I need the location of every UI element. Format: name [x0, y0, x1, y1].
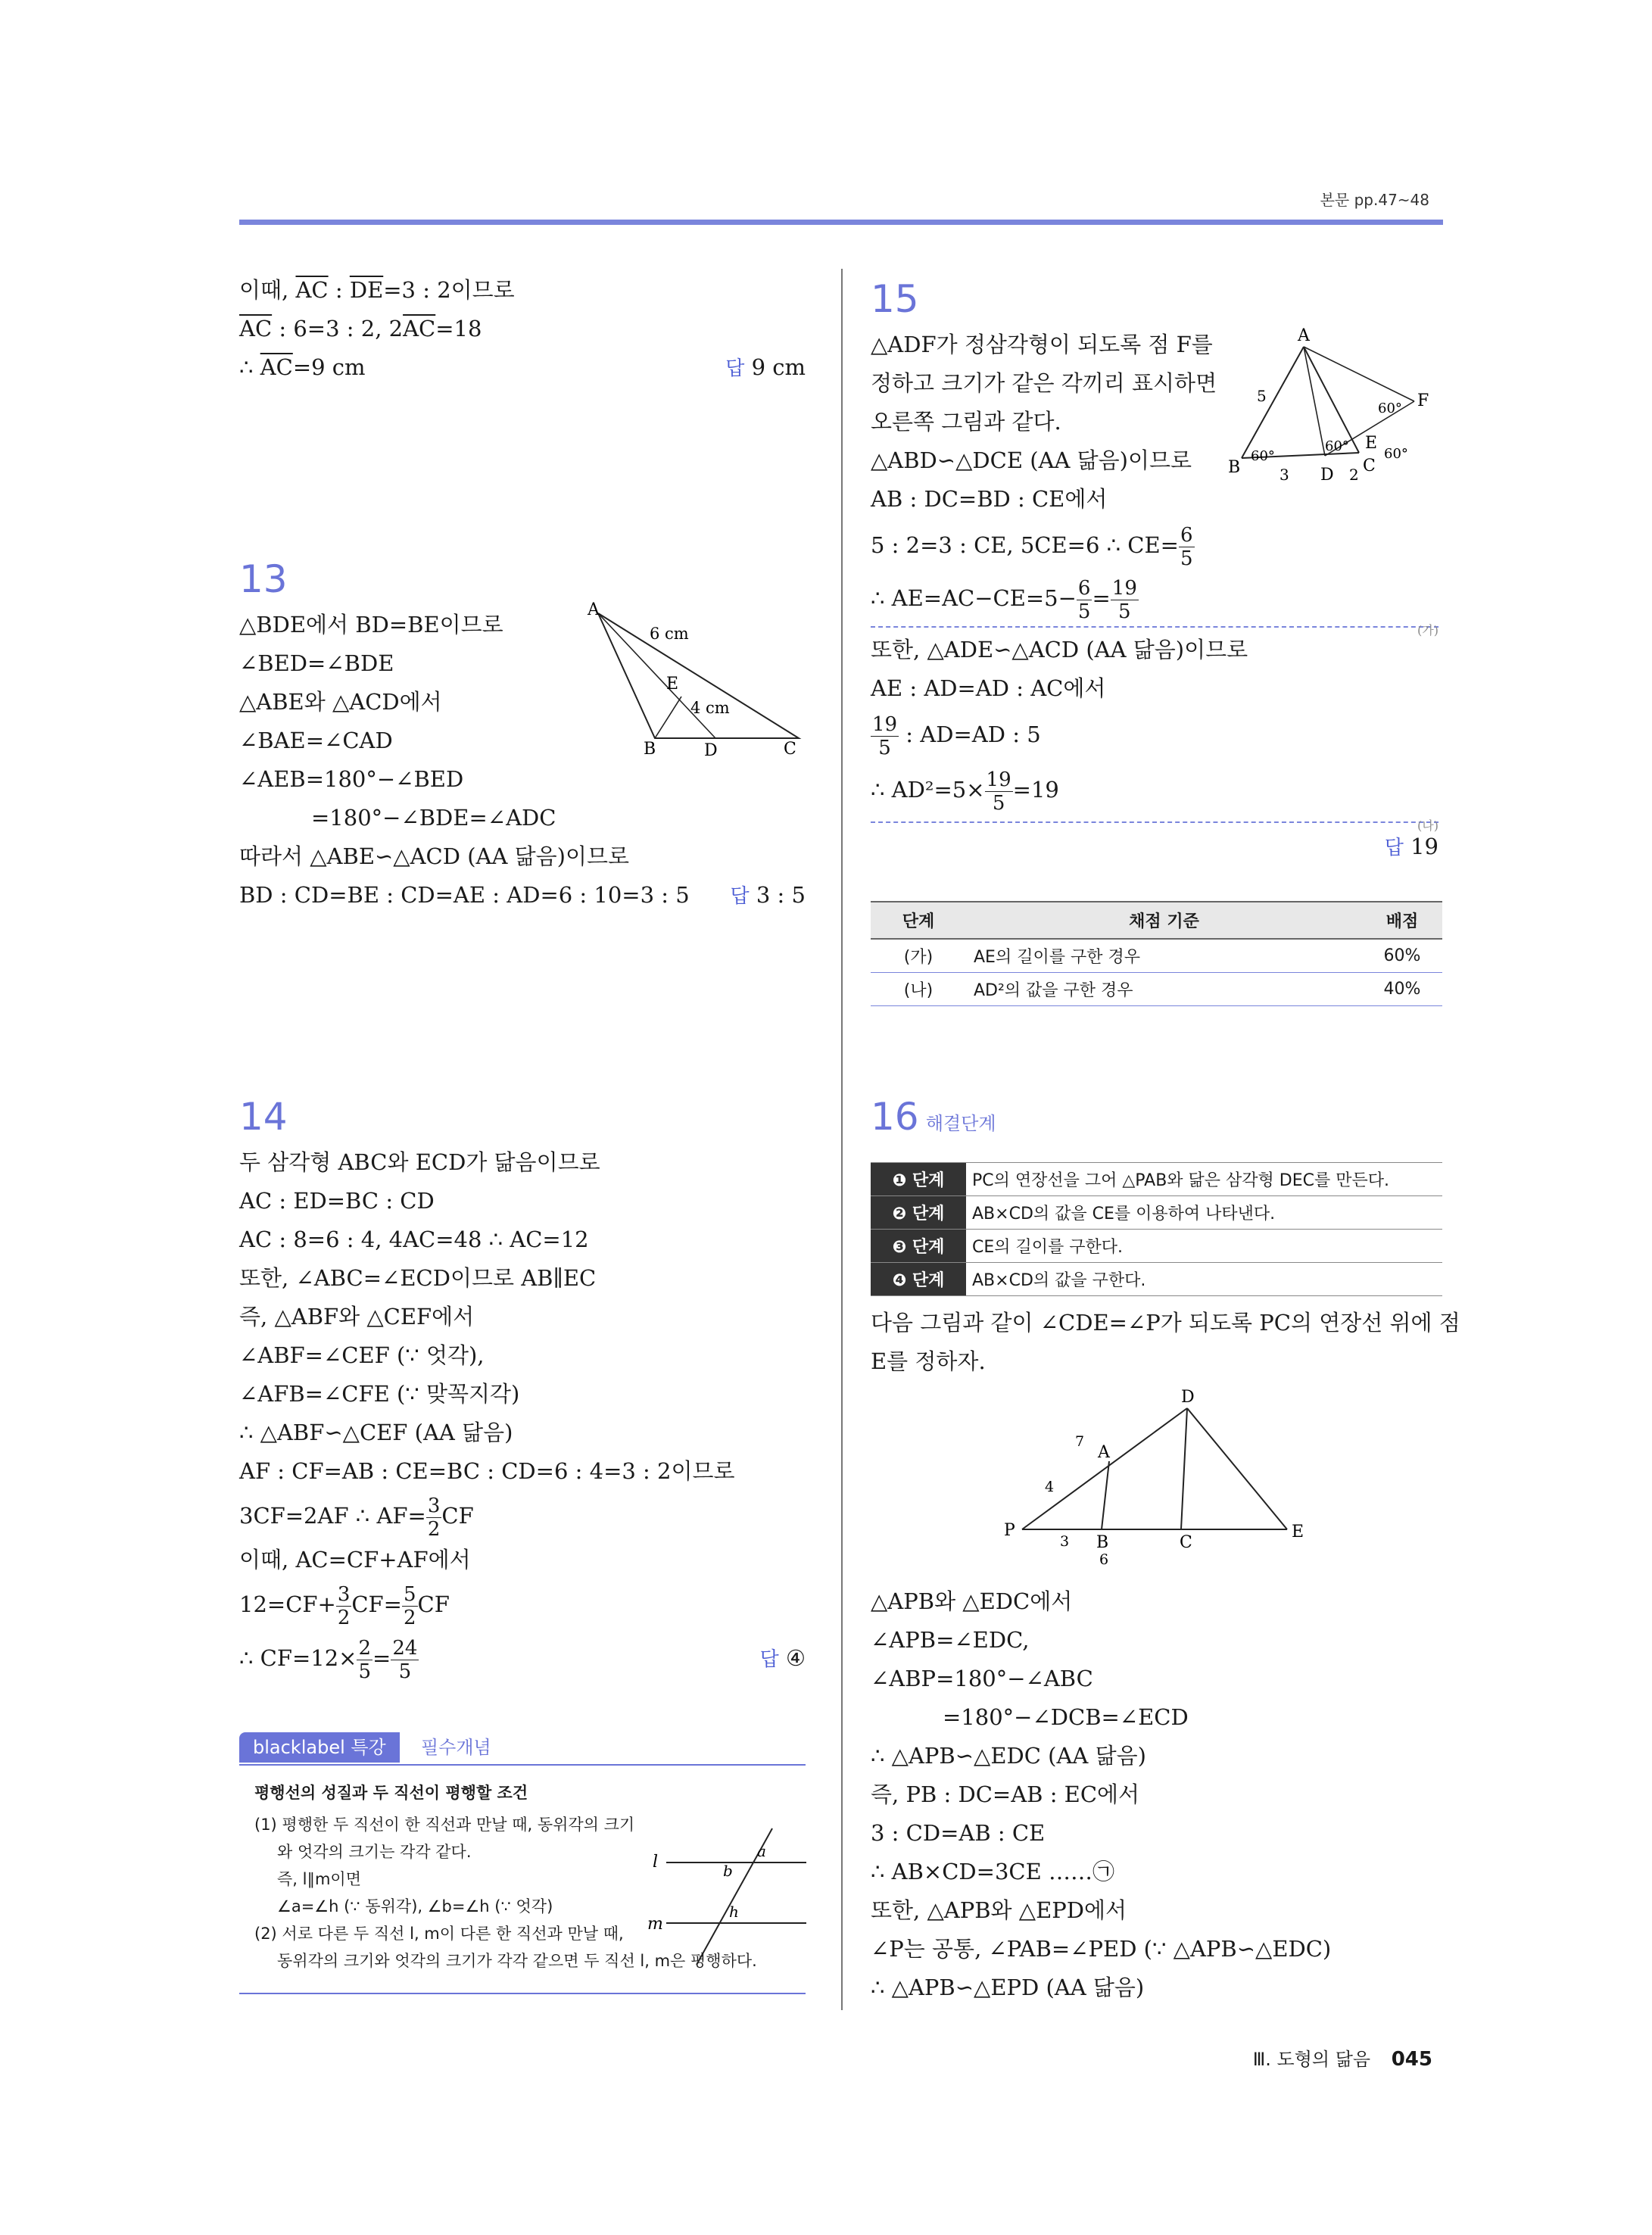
solution-line: =180°−∠DCB=∠ECD	[943, 1704, 1189, 1730]
angle-label: 60°	[1251, 448, 1275, 464]
solution-line: ∠AFB=∠CFE (∵ 맞꼭지각)	[239, 1381, 520, 1407]
step-label: ❷ 단계	[871, 1196, 966, 1230]
text: : 6=3 : 2, 2	[272, 316, 404, 341]
step-divider	[871, 818, 1438, 833]
point-label: F	[1417, 391, 1429, 410]
text: =9 cm	[292, 354, 366, 380]
answer-13	[731, 876, 806, 916]
answer-label: 답	[730, 885, 750, 908]
answer-14	[760, 1629, 806, 1688]
step-text: AB×CD의 값을 구한다.	[966, 1263, 1442, 1296]
blacklabel-subtitle: 필수개념	[421, 1737, 491, 1758]
solution-line: ∠BED=∠BDE	[239, 650, 394, 676]
text: ∴	[239, 354, 260, 380]
problem-16-intro	[871, 1304, 1460, 1381]
angle-label: 60°	[1325, 438, 1349, 454]
table-row	[871, 1163, 1442, 1196]
angle-label: 60°	[1378, 401, 1402, 416]
denominator: 5	[1118, 600, 1131, 623]
solution-line: 3 : CD=AB : CE	[871, 1820, 1046, 1846]
text: =18	[435, 316, 482, 341]
text: $\overline{AC}$	[295, 277, 329, 303]
text: 3CF=2AF ∴ AF=	[239, 1503, 426, 1529]
length-label: 6 cm	[650, 625, 689, 643]
line-label: l	[653, 1853, 659, 1872]
angle-label: 60°	[1384, 446, 1408, 462]
solution-line: AB : DC=BD : CE에서	[871, 486, 1108, 512]
fraction	[357, 1637, 372, 1683]
problem-12-solution	[239, 271, 806, 387]
answer-label: 답	[759, 1648, 779, 1671]
solution-line: △BDE에서 BD=BE이므로	[239, 612, 503, 637]
text: =	[1092, 585, 1111, 611]
denominator: 5	[878, 736, 891, 759]
step-mark: (나)	[1417, 818, 1438, 833]
solution-line: 즉, △ABF와 △CEF에서	[239, 1304, 475, 1329]
denominator: 5	[1077, 600, 1091, 623]
table-row	[871, 939, 1442, 973]
step-label: ❹ 단계	[871, 1263, 966, 1296]
length-label: 7	[1075, 1433, 1085, 1450]
column-divider	[841, 269, 843, 2010]
table-cell: 40%	[1362, 973, 1442, 1006]
concept-line: 동위각의 크기와 엇각의 크기가 각각 같으면 두 직선 l, m은 평행하다.	[277, 1952, 757, 1970]
numerator: 5	[403, 1582, 416, 1606]
table-cell: AE의 길이를 구한 경우	[966, 939, 1362, 973]
numerator: 3	[337, 1582, 351, 1606]
blacklabel-title: 평행선의 성질과 두 직선이 평행할 조건	[254, 1784, 528, 1802]
solution-line: 즉, PB : DC=AB : EC에서	[871, 1781, 1140, 1807]
point-label: D	[1320, 466, 1334, 485]
solution-line: 오른쪽 그림과 같다.	[871, 409, 1061, 435]
point-label: E	[666, 675, 679, 694]
solution-line: ∠ABP=180°−∠ABC	[871, 1666, 1093, 1691]
triangle-figure-16	[999, 1386, 1317, 1571]
text: 이때,	[239, 277, 296, 303]
text: 12=CF+	[239, 1591, 336, 1617]
fraction	[426, 1495, 442, 1541]
point-label: C	[1363, 457, 1376, 475]
step-mark: (가)	[1417, 623, 1438, 637]
point-label: E	[1292, 1523, 1304, 1541]
concept-line: 즉, l∥m이면	[277, 1870, 361, 1888]
fraction	[1179, 524, 1195, 570]
angle-label: b	[723, 1862, 733, 1880]
answer-value: 9 cm	[751, 354, 806, 380]
solution-line: 또한, △ADE∽△ACD (AA 닮음)이므로	[871, 637, 1248, 662]
fraction	[1111, 577, 1139, 623]
steps-table	[871, 1162, 1442, 1296]
length-label: 6	[1099, 1551, 1109, 1568]
fraction	[985, 768, 1013, 815]
point-label: A	[1098, 1443, 1110, 1462]
point-label: B	[644, 740, 656, 759]
problem-number: 13	[239, 557, 288, 601]
triangle-figure-13	[583, 598, 810, 765]
step-label: ❶ 단계	[871, 1163, 966, 1196]
numerator: 3	[427, 1494, 441, 1517]
point-label: B	[1228, 458, 1241, 477]
answer-value: 19	[1410, 834, 1438, 859]
solution-line: ∠P는 공통, ∠PAB=∠PED (∵ △APB∽△EDC)	[871, 1936, 1332, 1962]
table-header: 채점 기준	[966, 902, 1362, 939]
triangle-figure-15	[1219, 326, 1438, 500]
answer-12	[725, 348, 806, 388]
table-row	[871, 1230, 1442, 1263]
numerator: 6	[1077, 576, 1091, 600]
numerator: 19	[986, 768, 1011, 791]
solution-line: AE : AD=AD : AC에서	[871, 675, 1106, 701]
point-label: C	[1180, 1533, 1192, 1552]
solution-line: ∠ABF=∠CEF (∵ 엇각),	[239, 1342, 485, 1368]
angle-label: a	[757, 1842, 766, 1860]
solution-line: △ADF가 정삼각형이 되도록 점 F를	[871, 332, 1213, 357]
table-cell: (가)	[871, 939, 966, 973]
solution-line: AC : 8=6 : 4, 4AC=48 ∴ AC=12	[239, 1227, 589, 1252]
text: =19	[1012, 777, 1059, 803]
text: $\overline{AC}$	[239, 316, 273, 341]
solution-line: AF : CF=AB : CE=BC : CD=6 : 4=3 : 2이므로	[239, 1458, 735, 1484]
header-rule	[239, 220, 1443, 225]
solution-line: 두 삼각형 ABC와 ECD가 닮음이므로	[239, 1149, 600, 1175]
length-label: 4 cm	[690, 699, 730, 717]
page-number: 045	[1391, 2048, 1432, 2071]
point-label: P	[1004, 1521, 1015, 1540]
concept-line: (1) 평행한 두 직선이 한 직선과 만날 때, 동위각의 크기	[254, 1816, 635, 1834]
table-cell: 60%	[1362, 939, 1442, 973]
problem-16-solution	[871, 1582, 1442, 2007]
text: : AD=AD : 5	[899, 722, 1041, 747]
table-row	[871, 1263, 1442, 1296]
length-label: 4	[1045, 1479, 1055, 1495]
denominator: 2	[337, 1606, 351, 1629]
denominator: 5	[398, 1660, 412, 1683]
solution-line: 이때, AC=CF+AF에서	[239, 1547, 471, 1573]
concept-line: (2) 서로 다른 두 직선 l, m이 다른 한 직선과 만날 때,	[254, 1925, 624, 1943]
point-label: E	[1365, 434, 1378, 453]
concept-line: ∠a=∠h (∵ 동위각), ∠b=∠h (∵ 엇각)	[277, 1897, 553, 1915]
scoring-table	[871, 901, 1442, 1006]
text: CF	[441, 1503, 474, 1529]
solution-line: 또한, △APB와 △EPD에서	[871, 1897, 1127, 1923]
denominator: 5	[1180, 547, 1193, 570]
answer-value: ④	[786, 1645, 806, 1671]
chapter-title: Ⅲ. 도형의 닮음	[1252, 2049, 1371, 2070]
text: ∴ AD²=5×	[871, 777, 985, 803]
length-label: 3	[1280, 466, 1289, 484]
length-label: 5	[1257, 387, 1267, 405]
table-row	[871, 1196, 1442, 1230]
solution-line: ∠AEB=180°−∠BED	[239, 766, 464, 792]
text: :	[328, 277, 350, 303]
text: $\overline{AC}$	[260, 354, 293, 380]
solution-line: ∴ AB×CD=3CE ……㉠	[871, 1859, 1114, 1884]
step-text: PC의 연장선을 그어 △PAB와 닮은 삼각형 DEC를 만든다.	[966, 1163, 1442, 1196]
text: =3 : 2이므로	[383, 277, 515, 303]
fraction	[1077, 577, 1093, 623]
text: $\overline{DE}$	[349, 277, 384, 303]
page-footer	[1253, 2044, 1432, 2071]
solution-line: 따라서 △ABE∽△ACD (AA 닮음)이므로	[239, 843, 629, 869]
problem-14	[239, 1090, 806, 1687]
line-label: m	[647, 1915, 663, 1934]
text: CF	[417, 1591, 450, 1617]
step-text: AB×CD의 값을 CE를 이용하여 나타낸다.	[966, 1196, 1442, 1230]
point-label: D	[704, 741, 718, 760]
length-label: 3	[1060, 1533, 1070, 1550]
denominator: 2	[427, 1517, 441, 1541]
fraction	[402, 1583, 418, 1629]
solution-line: ∠APB=∠EDC,	[871, 1627, 1030, 1653]
problem-number: 15	[871, 277, 919, 321]
solution-line: =180°−∠BDE=∠ADC	[311, 805, 556, 831]
solution-line: △ABE와 △ACD에서	[239, 689, 442, 715]
table-header: 배점	[1362, 902, 1442, 939]
denominator: 5	[358, 1660, 372, 1683]
answer-value: 3 : 5	[756, 882, 806, 908]
point-label: D	[1181, 1388, 1195, 1407]
point-label: A	[588, 600, 600, 619]
solution-steps-tag: 해결단계	[925, 1113, 996, 1134]
answer-label: 답	[1384, 837, 1404, 859]
solution-line: ∠BAE=∠CAD	[239, 728, 393, 753]
fraction	[391, 1637, 419, 1683]
solution-line: △ABD∽△DCE (AA 닮음)이므로	[871, 447, 1192, 473]
text: CF=	[351, 1591, 402, 1617]
parallel-lines-figure	[644, 1817, 810, 1968]
problem-16	[871, 1090, 1442, 1143]
text: ∴ CF=12×	[239, 1645, 357, 1671]
blacklabel-tag: blacklabel 특강	[239, 1732, 400, 1763]
table-row	[871, 973, 1442, 1006]
point-label: C	[784, 740, 796, 759]
point-label: A	[1298, 326, 1310, 345]
divider	[239, 1993, 806, 1994]
table-cell: (나)	[871, 973, 966, 1006]
step-text: CE의 길이를 구한다.	[966, 1230, 1442, 1263]
text: ∴ AE=AC−CE=5−	[871, 585, 1077, 611]
solution-line: AC : ED=BC : CD	[239, 1188, 435, 1214]
solution-line: 또한, ∠ABC=∠ECD이므로 AB∥EC	[239, 1265, 597, 1291]
denominator: 2	[403, 1606, 416, 1629]
problem-number: 14	[239, 1095, 288, 1139]
solution-line: BD : CD=BE : CD=AE : AD=6 : 10=3 : 5	[239, 882, 690, 908]
step-divider	[871, 623, 1438, 637]
solution-line: △APB와 △EDC에서	[871, 1588, 1073, 1614]
solution-line: ∴ △APB∽△EPD (AA 닮음)	[871, 1975, 1145, 2000]
answer-label: 답	[725, 357, 745, 380]
solution-line: ∴ △ABF∽△CEF (AA 닮음)	[239, 1420, 513, 1445]
numerator: 19	[1111, 576, 1137, 600]
table-cell: AD²의 값을 구한 경우	[966, 973, 1362, 1006]
page-reference: 본문 pp.47~48	[1320, 191, 1429, 209]
solution-line: 정하고 크기가 같은 각끼리 표시하면	[871, 370, 1217, 396]
solution-line: 다음 그림과 같이 ∠CDE=∠P가 되도록 PC의 연장선 위에 점	[871, 1310, 1460, 1336]
step-label: ❸ 단계	[871, 1230, 966, 1263]
denominator: 5	[992, 791, 1005, 815]
numerator: 19	[872, 712, 898, 736]
point-label: B	[1096, 1533, 1109, 1552]
text: $\overline{AC}$	[403, 316, 436, 341]
length-label: 2	[1349, 466, 1359, 484]
blacklabel-header	[239, 1732, 806, 1766]
numerator: 6	[1180, 523, 1193, 547]
divider	[239, 1764, 806, 1766]
text: =	[372, 1645, 391, 1671]
solution-line: E를 정하자.	[871, 1348, 986, 1374]
concept-line: 와 엇각의 크기는 각각 같다.	[277, 1843, 472, 1861]
fraction	[336, 1583, 352, 1629]
numerator: 2	[358, 1636, 372, 1660]
angle-label: h	[729, 1903, 739, 1921]
table-header: 단계	[871, 902, 966, 939]
solution-line: ∴ △APB∽△EDC (AA 닮음)	[871, 1743, 1146, 1769]
numerator: 24	[392, 1636, 418, 1660]
problem-number: 16	[871, 1095, 919, 1139]
fraction	[871, 713, 899, 759]
text: 5 : 2=3 : CE, 5CE=6 ∴ CE=	[871, 532, 1179, 558]
